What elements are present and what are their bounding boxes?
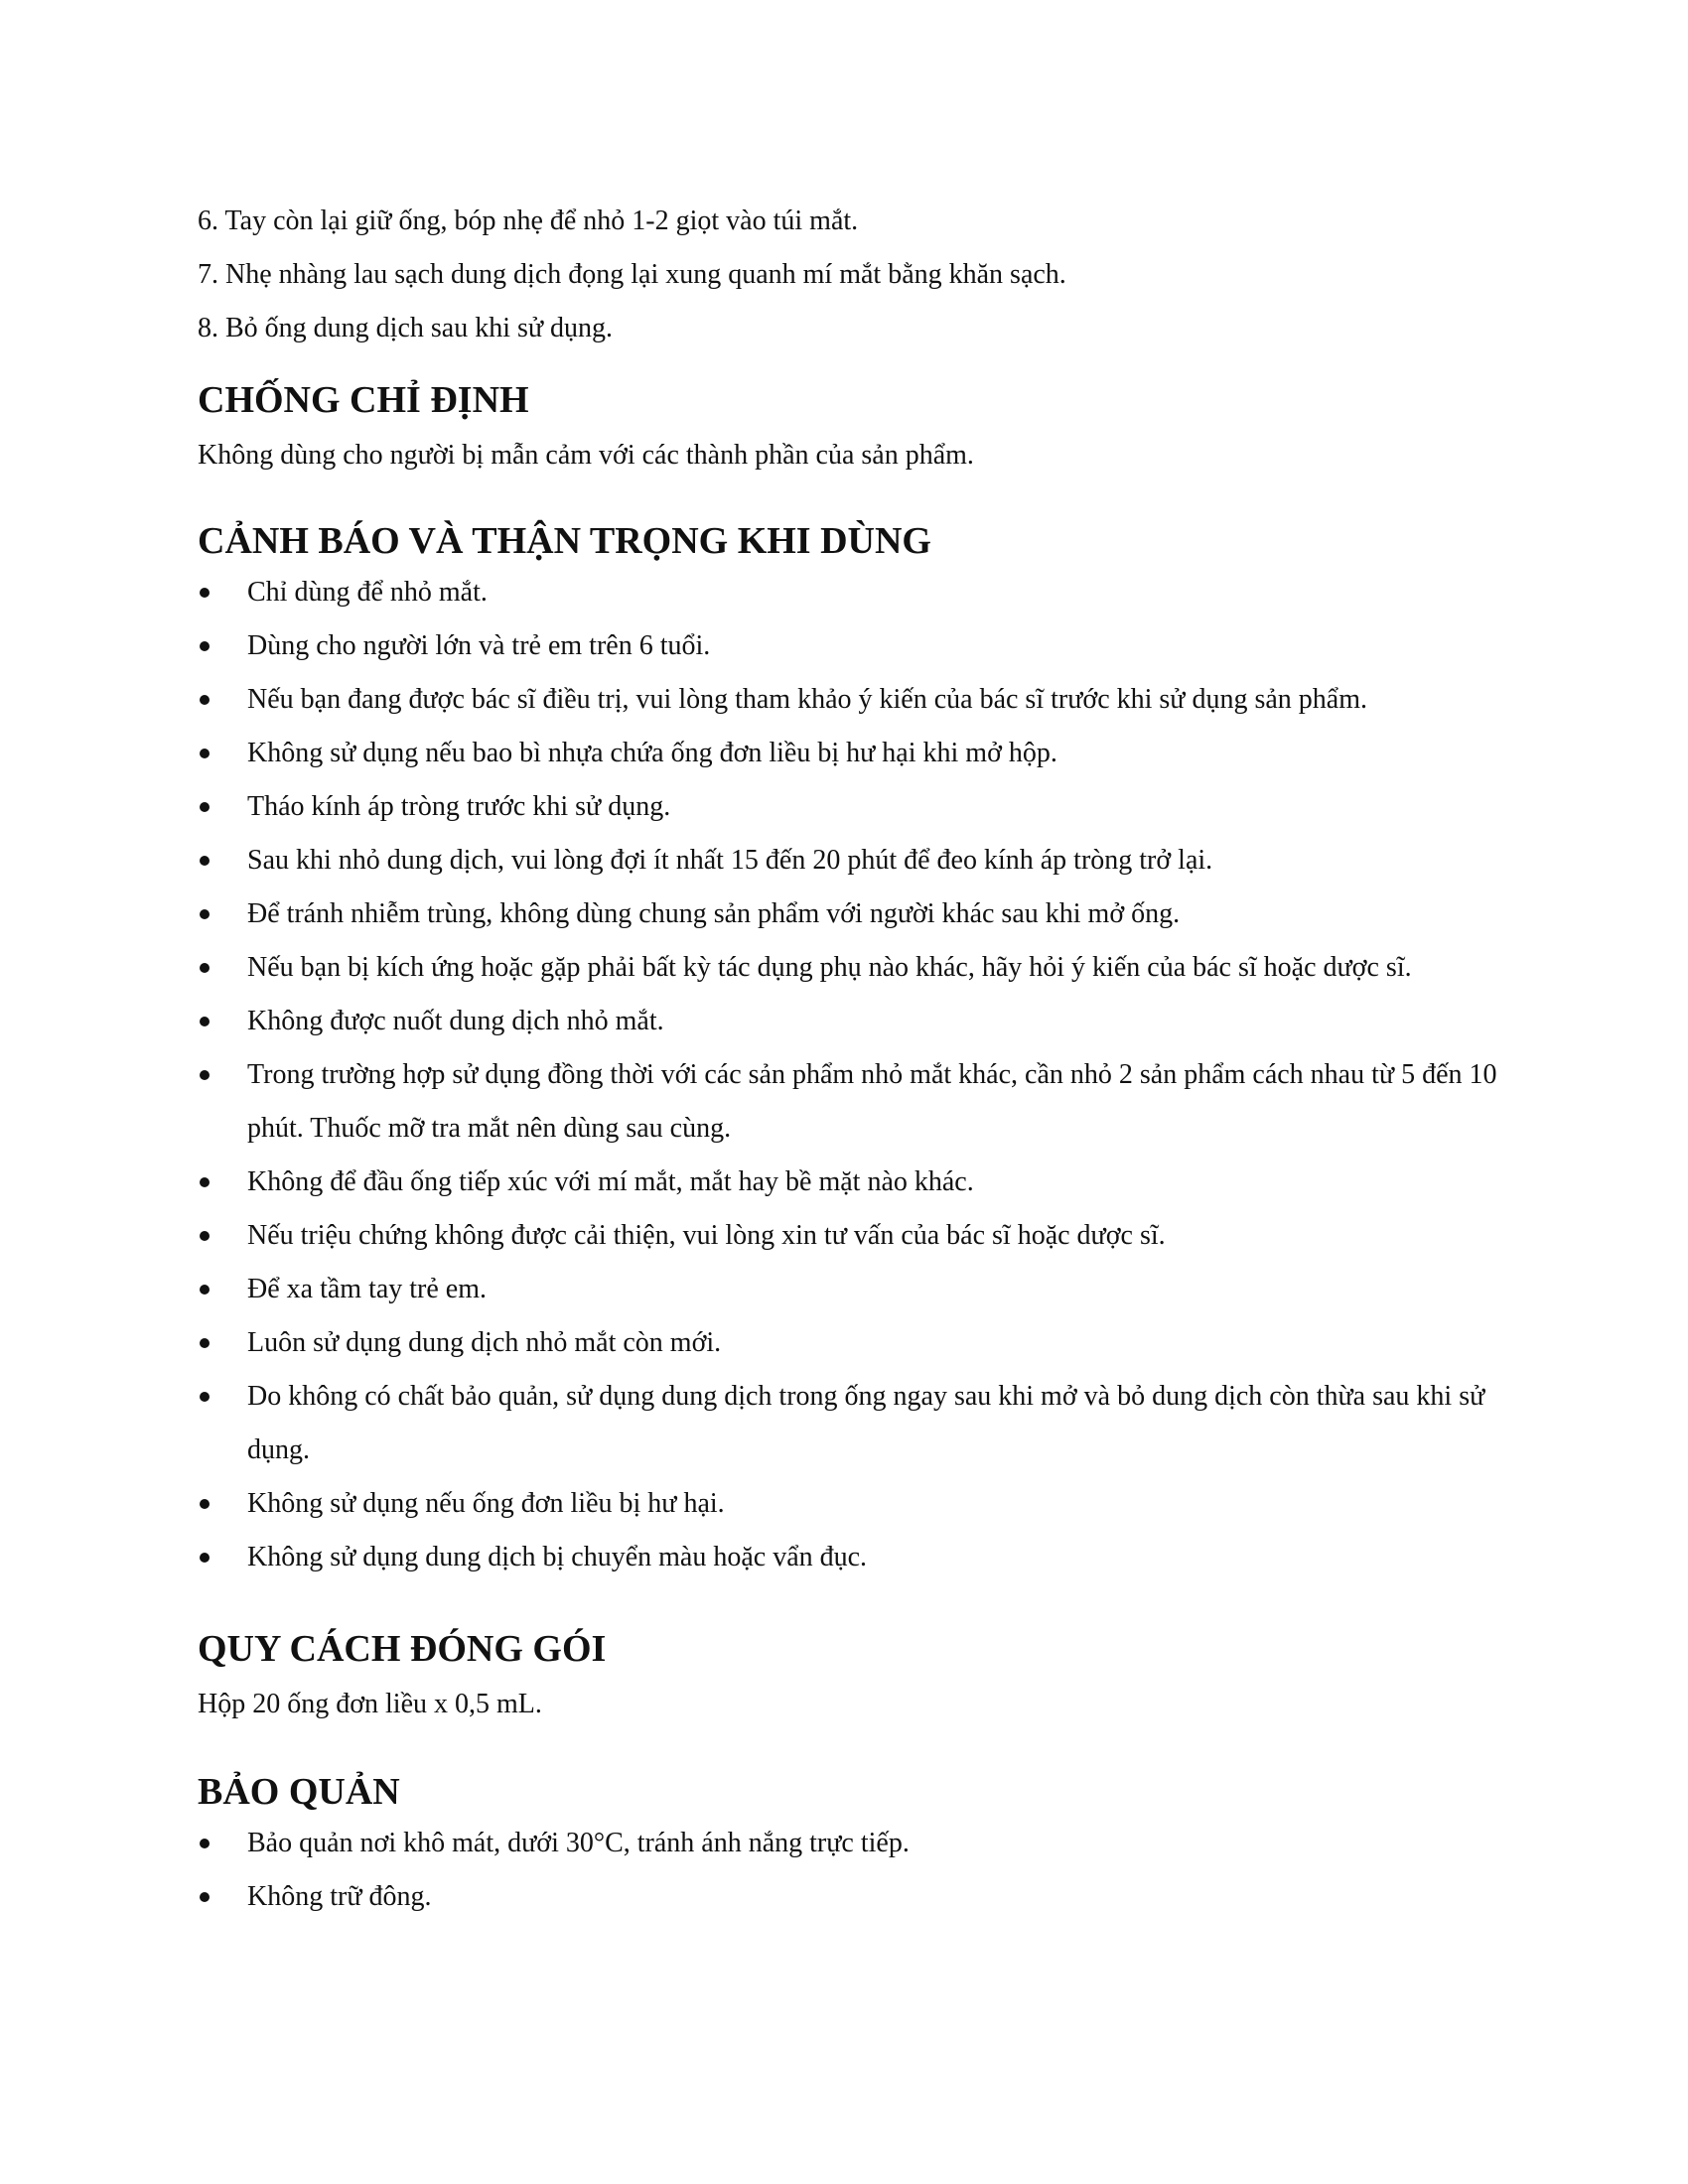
usage-step: 8. Bỏ ống dung dịch sau khi sử dụng. (198, 313, 614, 343)
packaging-heading: QUY CÁCH ĐÓNG GÓI (198, 1628, 607, 1670)
usage-step: 7. Nhẹ nhàng lau sạch dung dịch đọng lại xung quanh mí mắt bằng khăn sạch. (198, 259, 1066, 290)
warning-item: Không sử dụng nếu ống đơn liều bị hư hại. (198, 1477, 1528, 1531)
warnings-heading: CẢNH BÁO VÀ THẬN TRỌNG KHI DÙNG (198, 520, 931, 562)
warning-item: Dùng cho người lớn và trẻ em trên 6 tuổi. (198, 619, 1528, 673)
warning-item: Nếu triệu chứng không được cải thiện, vui lòng xin tư vấn của bác sĩ hoặc dược sĩ. (198, 1209, 1528, 1263)
warning-item: Nếu bạn bị kích ứng hoặc gặp phải bất kỳ tác dụng phụ nào khác, hãy hỏi ý kiến của bác sĩ hoặc dược sĩ. (198, 941, 1528, 995)
warning-item: Nếu bạn đang được bác sĩ điều trị, vui lòng tham khảo ý kiến của bác sĩ trước khi sử dụng sản phẩm. (198, 673, 1528, 727)
storage-heading: BẢO QUẢN (198, 1771, 400, 1813)
contraindications-heading: CHỐNG CHỈ ĐỊNH (198, 379, 529, 421)
warning-item: Sau khi nhỏ dung dịch, vui lòng đợi ít nhất 15 đến 20 phút để đeo kính áp tròng trở lại. (198, 834, 1528, 887)
warning-item: Không để đầu ống tiếp xúc với mí mắt, mắt hay bề mặt nào khác. (198, 1156, 1528, 1209)
warning-item: Để xa tầm tay trẻ em. (198, 1263, 1528, 1316)
contraindications-text: Không dùng cho người bị mẫn cảm với các thành phần của sản phẩm. (198, 440, 974, 471)
usage-steps (198, 195, 1528, 355)
usage-step: 6. Tay còn lại giữ ống, bóp nhẹ để nhỏ 1-2 giọt vào túi mắt. (198, 205, 859, 236)
warning-item: Không sử dụng nếu bao bì nhựa chứa ống đơn liều bị hư hại khi mở hộp. (198, 727, 1528, 780)
packaging-text: Hộp 20 ống đơn liều x 0,5 mL. (198, 1689, 542, 1719)
warning-item: Luôn sử dụng dung dịch nhỏ mắt còn mới. (198, 1316, 1528, 1370)
warning-item: Để tránh nhiễm trùng, không dùng chung sản phẩm với người khác sau khi mở ống. (198, 887, 1528, 941)
warning-item: Tháo kính áp tròng trước khi sử dụng. (198, 780, 1528, 834)
storage-list (198, 1817, 1528, 1924)
storage-item: Bảo quản nơi khô mát, dưới 30°C, tránh ánh nắng trực tiếp. (198, 1817, 1528, 1870)
warning-item: Trong trường hợp sử dụng đồng thời với các sản phẩm nhỏ mắt khác, cần nhỏ 2 sản phẩm cách nhau từ 5 đến 10 phút. Thuốc mỡ tra mắt nên dùng sau cùng. (198, 1048, 1528, 1156)
warning-item: Do không có chất bảo quản, sử dụng dung dịch trong ống ngay sau khi mở và bỏ dung dịch còn thừa sau khi sử dụng. (198, 1370, 1528, 1477)
document-content (198, 195, 1528, 1924)
warning-item: Không sử dụng dung dịch bị chuyển màu hoặc vẩn đục. (198, 1531, 1528, 1584)
warning-item: Chỉ dùng để nhỏ mắt. (198, 566, 1528, 619)
warnings-list (198, 566, 1528, 1584)
storage-item: Không trữ đông. (198, 1870, 1528, 1924)
warning-item: Không được nuốt dung dịch nhỏ mắt. (198, 995, 1528, 1048)
